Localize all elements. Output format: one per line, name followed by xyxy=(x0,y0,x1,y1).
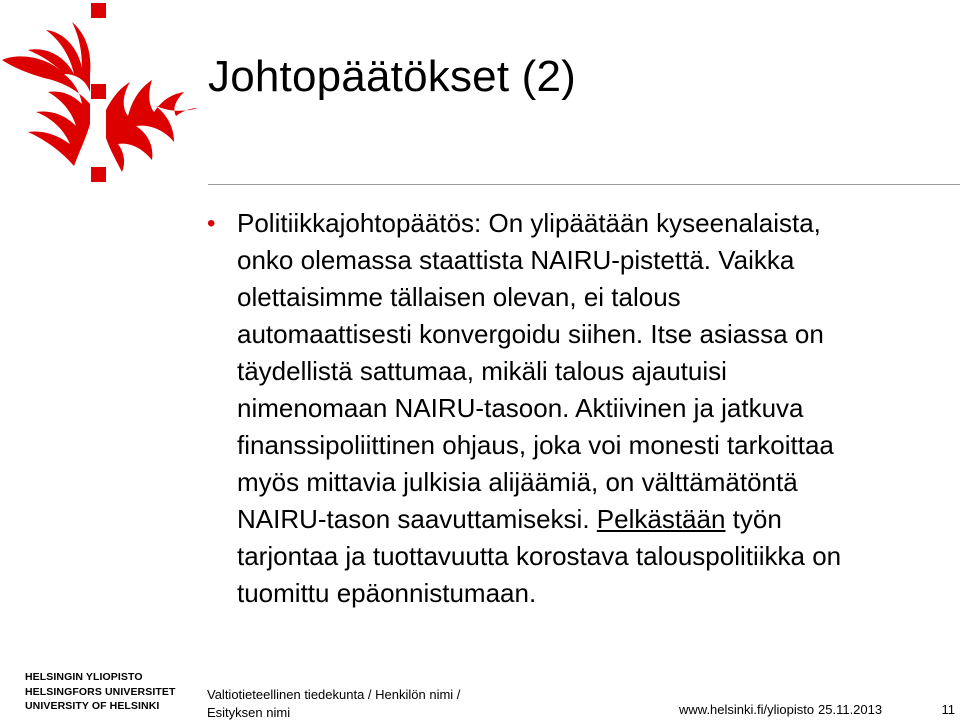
slide-body xyxy=(207,205,952,612)
university-name-fi: HELSINGIN YLIOPISTO xyxy=(25,671,143,683)
university-name-en: UNIVERSITY OF HELSINKI xyxy=(25,700,160,712)
body-line: nimenomaan NAIRU-tasoon. Aktiivinen ja jatkuva xyxy=(237,393,804,423)
body-line-emphasis xyxy=(237,501,952,538)
footer-faculty xyxy=(207,686,460,722)
university-name-sv: HELSINGFORS UNIVERSITET xyxy=(25,685,176,698)
body-line: myös mittavia julkisia alijäämiä, on välttämätöntä xyxy=(237,467,798,497)
body-text-segment: NAIRU-tason saavuttamiseksi. xyxy=(237,504,597,534)
body-line: tarjontaa ja tuottavuutta korostava talouspolitiikka on xyxy=(237,541,842,571)
title-divider xyxy=(208,184,960,185)
body-line: tuomittu epäonnistumaan. xyxy=(237,578,537,608)
slide-title: Johtopäätökset (2) xyxy=(208,52,577,101)
page-number: 11 xyxy=(941,702,955,717)
body-line: onko olemassa staattista NAIRU-pistettä. Vaikka xyxy=(237,245,795,275)
footer-url: www.helsinki.fi/yliopisto xyxy=(679,702,815,717)
underlined-word: Pelkästään xyxy=(596,504,726,534)
bullet-dot-icon: • xyxy=(207,210,216,237)
university-wordmark xyxy=(25,670,195,714)
body-line: Politiikkajohtopäätös: On ylipäätään kyseenalaista, xyxy=(237,208,821,238)
body-line: olettaisimme tällaisen olevan, ei talous xyxy=(237,282,681,312)
body-line: finanssipoliittinen ohjaus, joka voi monesti tarkoittaa xyxy=(237,430,834,460)
body-line: automaattisesti konvergoidu siihen. Itse asiassa on xyxy=(237,319,824,349)
university-flame-logo-icon xyxy=(0,0,200,190)
footer-presentation-name: Esityksen nimi xyxy=(207,705,291,720)
footer-date: 25.11.2013 xyxy=(818,702,883,717)
body-line: täydellistä sattumaa, mikäli talous ajautuisi xyxy=(237,356,727,386)
body-text-segment: työn xyxy=(725,504,782,534)
bullet-item xyxy=(207,205,952,612)
footer-faculty-line: Valtiotieteellinen tiedekunta / Henkilön nimi / xyxy=(207,687,461,702)
